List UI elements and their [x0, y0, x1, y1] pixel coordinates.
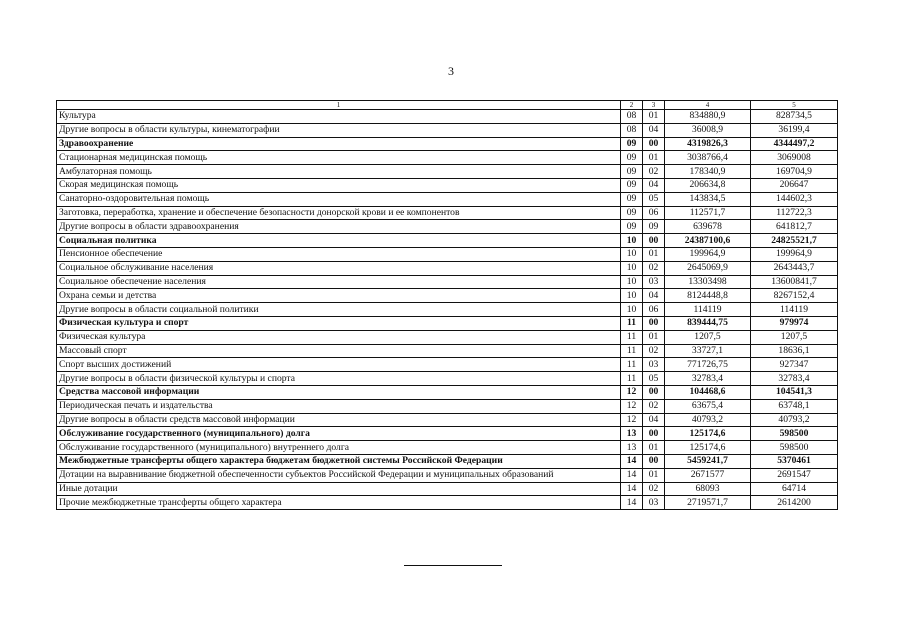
page-number: 3: [448, 64, 454, 78]
subsection-code-cell: 06: [643, 303, 665, 317]
section-code-cell: 11: [621, 330, 643, 344]
row-name-cell: Пенсионное обеспечение: [57, 247, 621, 261]
header-cell-amount-2: 5: [751, 101, 838, 110]
subsection-code-cell: 00: [643, 316, 665, 330]
amount-2-cell: 18636,1: [751, 344, 838, 358]
amount-1-cell: 2671577: [665, 468, 751, 482]
amount-1-cell: 1207,5: [665, 330, 751, 344]
amount-2-cell: 5370461: [751, 454, 838, 468]
amount-1-cell: 2645069,9: [665, 261, 751, 275]
amount-1-cell: 114119: [665, 303, 751, 317]
budget-table: [56, 100, 838, 510]
section-code-cell: 14: [621, 468, 643, 482]
amount-1-cell: 125174,6: [665, 427, 751, 441]
amount-1-cell: 3038766,4: [665, 151, 751, 165]
amount-2-cell: 2643443,7: [751, 261, 838, 275]
amount-1-cell: 33727,1: [665, 344, 751, 358]
table-row: [57, 358, 838, 372]
amount-1-cell: 771726,75: [665, 358, 751, 372]
subsection-code-cell: 04: [643, 413, 665, 427]
row-name-cell: Дотации на выравнивание бюджетной обеспеченности субъектов Российской Федерации и муниципальных образований: [57, 468, 621, 482]
amount-1-cell: 5459241,7: [665, 454, 751, 468]
row-name-cell: Обслуживание государственного (муниципального) долга: [57, 427, 621, 441]
amount-1-cell: 24387100,6: [665, 234, 751, 248]
table-header-row: [57, 101, 838, 110]
row-name-cell: Обслуживание государственного (муниципального) внутреннего долга: [57, 441, 621, 455]
amount-2-cell: 64714: [751, 482, 838, 496]
row-name-cell: Другие вопросы в области здравоохранения: [57, 220, 621, 234]
subsection-code-cell: 00: [643, 234, 665, 248]
amount-2-cell: 598500: [751, 441, 838, 455]
amount-1-cell: 40793,2: [665, 413, 751, 427]
header-cell-section: 2: [621, 101, 643, 110]
amount-2-cell: 169704,9: [751, 165, 838, 179]
subsection-code-cell: 03: [643, 275, 665, 289]
amount-1-cell: 104468,6: [665, 385, 751, 399]
section-code-cell: 13: [621, 441, 643, 455]
amount-2-cell: 828734,5: [751, 110, 838, 124]
section-code-cell: 11: [621, 358, 643, 372]
subsection-code-cell: 05: [643, 192, 665, 206]
row-name-cell: Спорт высших достижений: [57, 358, 621, 372]
table-row: [57, 454, 838, 468]
subsection-code-cell: 01: [643, 330, 665, 344]
subsection-code-cell: 00: [643, 385, 665, 399]
row-name-cell: Другие вопросы в области культуры, кинематографии: [57, 123, 621, 137]
section-code-cell: 12: [621, 413, 643, 427]
amount-1-cell: 68093: [665, 482, 751, 496]
amount-2-cell: 3069008: [751, 151, 838, 165]
subsection-code-cell: 02: [643, 165, 665, 179]
amount-1-cell: 112571,7: [665, 206, 751, 220]
section-code-cell: 11: [621, 316, 643, 330]
amount-2-cell: 13600841,7: [751, 275, 838, 289]
table-row: [57, 482, 838, 496]
amount-1-cell: 2719571,7: [665, 496, 751, 510]
row-name-cell: Другие вопросы в области физической культуры и спорта: [57, 372, 621, 386]
subsection-code-cell: 01: [643, 247, 665, 261]
header-cell-name: 1: [57, 101, 621, 110]
row-name-cell: Социальная политика: [57, 234, 621, 248]
row-name-cell: Культура: [57, 110, 621, 124]
amount-2-cell: 24825521,7: [751, 234, 838, 248]
table-row: [57, 372, 838, 386]
section-code-cell: 10: [621, 247, 643, 261]
amount-1-cell: 4319826,3: [665, 137, 751, 151]
amount-2-cell: 114119: [751, 303, 838, 317]
amount-2-cell: 36199,4: [751, 123, 838, 137]
section-code-cell: 10: [621, 289, 643, 303]
row-name-cell: Прочие межбюджетные трансферты общего характера: [57, 496, 621, 510]
amount-1-cell: 834880,9: [665, 110, 751, 124]
row-name-cell: Межбюджетные трансферты общего характера бюджетам бюджетной системы Российской Федерации: [57, 454, 621, 468]
subsection-code-cell: 01: [643, 110, 665, 124]
table-row: [57, 427, 838, 441]
amount-2-cell: 32783,4: [751, 372, 838, 386]
section-code-cell: 13: [621, 427, 643, 441]
amount-2-cell: 206647: [751, 178, 838, 192]
section-code-cell: 09: [621, 178, 643, 192]
amount-2-cell: 8267152,4: [751, 289, 838, 303]
table-row: [57, 289, 838, 303]
amount-1-cell: 143834,5: [665, 192, 751, 206]
amount-1-cell: 36008,9: [665, 123, 751, 137]
row-name-cell: Другие вопросы в области социальной политики: [57, 303, 621, 317]
table-row: [57, 151, 838, 165]
table-row: [57, 123, 838, 137]
row-name-cell: Заготовка, переработка, хранение и обеспечение безопасности донорской крови и ее компонентов: [57, 206, 621, 220]
table-body: [57, 110, 838, 510]
amount-1-cell: 13303498: [665, 275, 751, 289]
section-code-cell: 14: [621, 454, 643, 468]
subsection-code-cell: 01: [643, 151, 665, 165]
row-name-cell: Физическая культура и спорт: [57, 316, 621, 330]
subsection-code-cell: 03: [643, 496, 665, 510]
amount-1-cell: 63675,4: [665, 399, 751, 413]
section-code-cell: 12: [621, 399, 643, 413]
section-code-cell: 11: [621, 344, 643, 358]
table-row: [57, 468, 838, 482]
subsection-code-cell: 02: [643, 399, 665, 413]
table-row: [57, 413, 838, 427]
section-code-cell: 10: [621, 275, 643, 289]
section-code-cell: 08: [621, 110, 643, 124]
subsection-code-cell: 01: [643, 441, 665, 455]
header-cell-subsection: 3: [643, 101, 665, 110]
table-row: [57, 344, 838, 358]
section-code-cell: 10: [621, 303, 643, 317]
amount-2-cell: 598500: [751, 427, 838, 441]
section-code-cell: 11: [621, 372, 643, 386]
table-row: [57, 303, 838, 317]
subsection-code-cell: 05: [643, 372, 665, 386]
row-name-cell: Другие вопросы в области средств массовой информации: [57, 413, 621, 427]
amount-2-cell: 2614200: [751, 496, 838, 510]
table-row: [57, 178, 838, 192]
amount-1-cell: 206634,8: [665, 178, 751, 192]
footer-divider: [404, 565, 502, 566]
section-code-cell: 10: [621, 234, 643, 248]
table-row: [57, 110, 838, 124]
row-name-cell: Скорая медицинская помощь: [57, 178, 621, 192]
amount-1-cell: 178340,9: [665, 165, 751, 179]
amount-2-cell: 1207,5: [751, 330, 838, 344]
amount-1-cell: 32783,4: [665, 372, 751, 386]
amount-2-cell: 112722,3: [751, 206, 838, 220]
subsection-code-cell: 04: [643, 289, 665, 303]
section-code-cell: 09: [621, 192, 643, 206]
section-code-cell: 14: [621, 496, 643, 510]
row-name-cell: Физическая культура: [57, 330, 621, 344]
table-row: [57, 441, 838, 455]
row-name-cell: Средства массовой информации: [57, 385, 621, 399]
section-code-cell: 14: [621, 482, 643, 496]
subsection-code-cell: 03: [643, 358, 665, 372]
row-name-cell: Социальное обеспечение населения: [57, 275, 621, 289]
header-cell-amount-1: 4: [665, 101, 751, 110]
amount-2-cell: 104541,3: [751, 385, 838, 399]
amount-2-cell: 40793,2: [751, 413, 838, 427]
amount-2-cell: 199964,9: [751, 247, 838, 261]
row-name-cell: Стационарная медицинская помощь: [57, 151, 621, 165]
amount-2-cell: 927347: [751, 358, 838, 372]
section-code-cell: 09: [621, 151, 643, 165]
table-row: [57, 496, 838, 510]
table-row: [57, 247, 838, 261]
row-name-cell: Периодическая печать и издательства: [57, 399, 621, 413]
amount-2-cell: 979974: [751, 316, 838, 330]
row-name-cell: Охрана семьи и детства: [57, 289, 621, 303]
section-code-cell: 12: [621, 385, 643, 399]
amount-1-cell: 8124448,8: [665, 289, 751, 303]
table-row: [57, 330, 838, 344]
section-code-cell: 08: [621, 123, 643, 137]
row-name-cell: Иные дотации: [57, 482, 621, 496]
amount-2-cell: 144602,3: [751, 192, 838, 206]
table-row: [57, 275, 838, 289]
table-row: [57, 137, 838, 151]
section-code-cell: 10: [621, 261, 643, 275]
table-row: [57, 316, 838, 330]
section-code-cell: 09: [621, 137, 643, 151]
subsection-code-cell: 06: [643, 206, 665, 220]
amount-2-cell: 2691547: [751, 468, 838, 482]
table-row: [57, 261, 838, 275]
amount-2-cell: 63748,1: [751, 399, 838, 413]
row-name-cell: Массовый спорт: [57, 344, 621, 358]
amount-1-cell: 639678: [665, 220, 751, 234]
subsection-code-cell: 02: [643, 261, 665, 275]
table-row: [57, 220, 838, 234]
table-row: [57, 165, 838, 179]
subsection-code-cell: 00: [643, 454, 665, 468]
row-name-cell: Санаторно-оздоровительная помощь: [57, 192, 621, 206]
amount-1-cell: 199964,9: [665, 247, 751, 261]
subsection-code-cell: 00: [643, 427, 665, 441]
subsection-code-cell: 09: [643, 220, 665, 234]
subsection-code-cell: 00: [643, 137, 665, 151]
subsection-code-cell: 04: [643, 178, 665, 192]
subsection-code-cell: 02: [643, 482, 665, 496]
amount-1-cell: 839444,75: [665, 316, 751, 330]
section-code-cell: 09: [621, 206, 643, 220]
table-row: [57, 192, 838, 206]
row-name-cell: Амбулаторная помощь: [57, 165, 621, 179]
table-row: [57, 399, 838, 413]
section-code-cell: 09: [621, 220, 643, 234]
amount-1-cell: 125174,6: [665, 441, 751, 455]
table-row: [57, 385, 838, 399]
subsection-code-cell: 04: [643, 123, 665, 137]
amount-2-cell: 641812,7: [751, 220, 838, 234]
subsection-code-cell: 01: [643, 468, 665, 482]
amount-2-cell: 4344497,2: [751, 137, 838, 151]
subsection-code-cell: 02: [643, 344, 665, 358]
table-row: [57, 234, 838, 248]
row-name-cell: Социальное обслуживание населения: [57, 261, 621, 275]
row-name-cell: Здравоохранение: [57, 137, 621, 151]
table-row: [57, 206, 838, 220]
section-code-cell: 09: [621, 165, 643, 179]
